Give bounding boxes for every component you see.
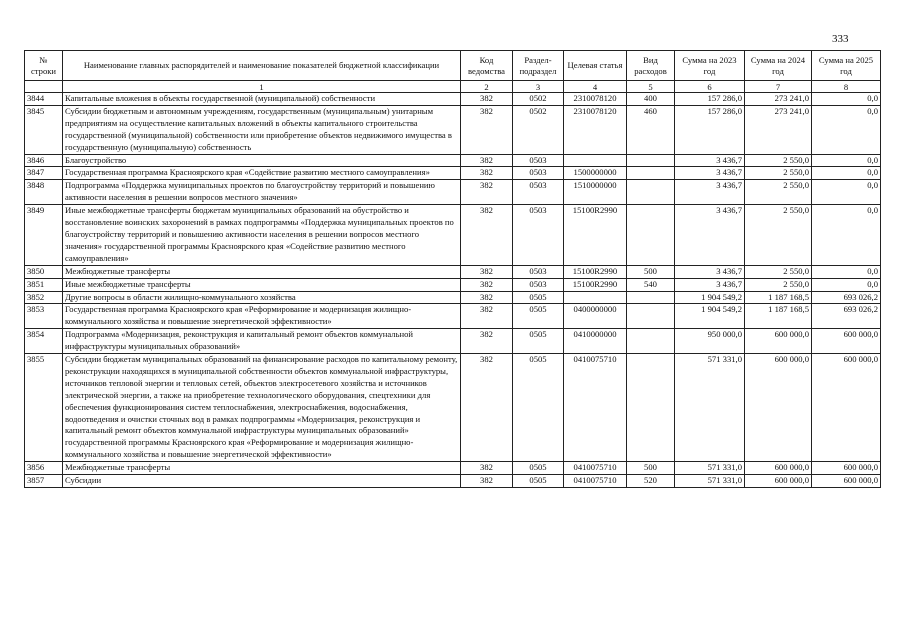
row-target: 0410075710 <box>564 354 627 462</box>
row-sum-2023: 3 436,7 <box>675 278 745 291</box>
row-name: Другие вопросы в области жилищно-коммунального хозяйства <box>63 291 461 304</box>
row-name: Субсидии бюджетам муниципальных образований на финансирование расходов по капитальному ремонту, реконструкции находящихся в муниципальной собственности объектов коммунальной инфраструктуры, источников тепловой энергии и тепловых сетей, объектов электросетевого хозяйства и источников электрической энергии, а также на приобретение технологического оборудования, спецтехники для обеспечения функционирования систем теплоснабжения, электроснабжения, водоснабжения, водоотведения и очистки сточных вод в рамках подпрограммы «Модернизация, реконструкция и капитальный ремонт объектов коммунальной инфраструктуры муниципальных образований» государственной программы Красноярского края «Реформирование и модернизация жилищно-коммунального хозяйства и повышение энергетической эффективности» <box>63 354 461 462</box>
table-row <box>25 304 881 329</box>
row-dept-code: 382 <box>461 205 513 266</box>
row-dept-code: 382 <box>461 105 513 154</box>
row-sum-2023: 571 331,0 <box>675 462 745 475</box>
row-name: Подпрограмма «Модернизация, реконструкция и капитальный ремонт объектов коммунальной инфраструктуры муниципальных образований» <box>63 329 461 354</box>
page-number: 333 <box>832 33 849 45</box>
row-target <box>564 154 627 167</box>
row-number: 3847 <box>25 167 63 180</box>
row-target: 2310078120 <box>564 105 627 154</box>
row-dept-code: 382 <box>461 291 513 304</box>
row-sum-2024: 2 550,0 <box>745 180 812 205</box>
row-section: 0502 <box>513 93 564 106</box>
row-number: 3856 <box>25 462 63 475</box>
column-number: 5 <box>627 81 675 93</box>
row-sum-2024: 2 550,0 <box>745 154 812 167</box>
header-no: № строки <box>25 51 63 81</box>
row-name: Субсидии <box>63 475 461 488</box>
row-sum-2023: 571 331,0 <box>675 475 745 488</box>
row-expense-type <box>627 167 675 180</box>
row-number: 3857 <box>25 475 63 488</box>
row-section: 0503 <box>513 154 564 167</box>
row-sum-2023: 157 286,0 <box>675 105 745 154</box>
row-number: 3845 <box>25 105 63 154</box>
row-sum-2023: 1 904 549,2 <box>675 291 745 304</box>
row-target: 0410000000 <box>564 329 627 354</box>
column-number: 8 <box>812 81 881 93</box>
row-dept-code: 382 <box>461 265 513 278</box>
row-name: Межбюджетные трансферты <box>63 265 461 278</box>
row-name: Государственная программа Красноярского края «Содействие развитию местного самоуправления» <box>63 167 461 180</box>
header-sum-2024: Сумма на 2024 год <box>745 51 812 81</box>
row-sum-2024: 2 550,0 <box>745 278 812 291</box>
row-dept-code: 382 <box>461 180 513 205</box>
row-sum-2025: 0,0 <box>812 154 881 167</box>
row-sum-2025: 600 000,0 <box>812 475 881 488</box>
table-row <box>25 105 881 154</box>
row-sum-2025: 0,0 <box>812 265 881 278</box>
row-expense-type <box>627 205 675 266</box>
table-row <box>25 205 881 266</box>
row-target: 15100R2990 <box>564 265 627 278</box>
row-expense-type: 500 <box>627 462 675 475</box>
header-sum-2025: Сумма на 2025 год <box>812 51 881 81</box>
row-expense-type: 460 <box>627 105 675 154</box>
row-number: 3850 <box>25 265 63 278</box>
table-row <box>25 167 881 180</box>
row-section: 0505 <box>513 329 564 354</box>
row-expense-type <box>627 354 675 462</box>
row-section: 0503 <box>513 167 564 180</box>
row-sum-2023: 3 436,7 <box>675 154 745 167</box>
row-sum-2025: 600 000,0 <box>812 354 881 462</box>
table-row <box>25 180 881 205</box>
row-dept-code: 382 <box>461 93 513 106</box>
row-sum-2024: 600 000,0 <box>745 329 812 354</box>
row-expense-type <box>627 291 675 304</box>
header-dept-code: Код ведомства <box>461 51 513 81</box>
row-sum-2024: 273 241,0 <box>745 93 812 106</box>
column-number: 6 <box>675 81 745 93</box>
row-number: 3844 <box>25 93 63 106</box>
row-section: 0503 <box>513 278 564 291</box>
row-target: 15100R2990 <box>564 278 627 291</box>
row-name: Подпрограмма «Поддержка муниципальных проектов по благоустройству территорий и повышению активности населения в решении вопросов местного значения» <box>63 180 461 205</box>
row-dept-code: 382 <box>461 154 513 167</box>
row-sum-2025: 600 000,0 <box>812 462 881 475</box>
row-sum-2025: 0,0 <box>812 180 881 205</box>
row-sum-2024: 600 000,0 <box>745 354 812 462</box>
row-dept-code: 382 <box>461 278 513 291</box>
row-section: 0505 <box>513 354 564 462</box>
table-row <box>25 154 881 167</box>
header-target: Целевая статья <box>564 51 627 81</box>
row-number: 3849 <box>25 205 63 266</box>
row-dept-code: 382 <box>461 354 513 462</box>
row-expense-type: 520 <box>627 475 675 488</box>
row-expense-type: 540 <box>627 278 675 291</box>
row-sum-2024: 600 000,0 <box>745 462 812 475</box>
row-sum-2025: 0,0 <box>812 205 881 266</box>
row-name: Государственная программа Красноярского края «Реформирование и модернизация жилищно-коммунального хозяйства и повышение энергетической эффективности» <box>63 304 461 329</box>
table-row <box>25 278 881 291</box>
row-sum-2025: 600 000,0 <box>812 329 881 354</box>
header-section: Раздел-подраздел <box>513 51 564 81</box>
row-expense-type: 500 <box>627 265 675 278</box>
row-target: 0410075710 <box>564 462 627 475</box>
row-target: 1500000000 <box>564 167 627 180</box>
row-sum-2024: 600 000,0 <box>745 475 812 488</box>
column-number-row <box>25 81 881 93</box>
row-sum-2024: 1 187 168,5 <box>745 304 812 329</box>
row-dept-code: 382 <box>461 475 513 488</box>
row-name: Межбюджетные трансферты <box>63 462 461 475</box>
row-expense-type <box>627 304 675 329</box>
row-dept-code: 382 <box>461 462 513 475</box>
row-sum-2024: 2 550,0 <box>745 205 812 266</box>
row-target: 15100R2990 <box>564 205 627 266</box>
row-sum-2025: 0,0 <box>812 93 881 106</box>
row-number: 3855 <box>25 354 63 462</box>
row-sum-2025: 0,0 <box>812 278 881 291</box>
table-row <box>25 329 881 354</box>
row-target: 0400000000 <box>564 304 627 329</box>
table-row <box>25 93 881 106</box>
row-section: 0505 <box>513 462 564 475</box>
row-number: 3854 <box>25 329 63 354</box>
column-number <box>25 81 63 93</box>
row-section: 0505 <box>513 304 564 329</box>
budget-table <box>24 50 881 488</box>
row-section: 0503 <box>513 265 564 278</box>
row-expense-type <box>627 154 675 167</box>
row-name: Благоустройство <box>63 154 461 167</box>
row-expense-type <box>627 329 675 354</box>
row-section: 0505 <box>513 475 564 488</box>
row-number: 3848 <box>25 180 63 205</box>
row-name: Иные межбюджетные трансферты бюджетам муниципальных образований на обустройство и восстановление воинских захоронений в рамках подпрограммы «Поддержка муниципальных проектов по благоустройству территорий и повышению активности населения в решении вопросов местного значения» государственной программы Красноярского края «Содействие развитию местного самоуправления» <box>63 205 461 266</box>
column-number: 1 <box>63 81 461 93</box>
row-section: 0502 <box>513 105 564 154</box>
row-sum-2023: 950 000,0 <box>675 329 745 354</box>
header-name: Наименование главных распорядителей и наименование показателей бюджетной классификации <box>63 51 461 81</box>
row-sum-2023: 3 436,7 <box>675 180 745 205</box>
row-sum-2025: 693 026,2 <box>812 291 881 304</box>
row-name: Иные межбюджетные трансферты <box>63 278 461 291</box>
column-number: 2 <box>461 81 513 93</box>
row-section: 0503 <box>513 205 564 266</box>
header-expense-type: Вид расходов <box>627 51 675 81</box>
row-name: Капитальные вложения в объекты государственной (муниципальной) собственности <box>63 93 461 106</box>
row-sum-2025: 0,0 <box>812 167 881 180</box>
row-number: 3853 <box>25 304 63 329</box>
column-number: 3 <box>513 81 564 93</box>
row-target <box>564 291 627 304</box>
row-target: 0410075710 <box>564 475 627 488</box>
row-name: Субсидии бюджетным и автономным учреждениям, государственным (муниципальным) унитарным предприятиям на осуществление капитальных вложений в объекты капитального строительства государственной (муниципальной) собственности или приобретение объектов недвижимого имущества в государственную (муниципальную) собственность <box>63 105 461 154</box>
row-number: 3851 <box>25 278 63 291</box>
row-sum-2023: 3 436,7 <box>675 265 745 278</box>
row-sum-2024: 273 241,0 <box>745 105 812 154</box>
row-sum-2023: 3 436,7 <box>675 167 745 180</box>
header-row <box>25 51 881 81</box>
table-row <box>25 291 881 304</box>
table-row <box>25 265 881 278</box>
row-dept-code: 382 <box>461 167 513 180</box>
row-sum-2025: 693 026,2 <box>812 304 881 329</box>
column-number: 4 <box>564 81 627 93</box>
row-sum-2023: 3 436,7 <box>675 205 745 266</box>
row-number: 3846 <box>25 154 63 167</box>
header-sum-2023: Сумма на 2023 год <box>675 51 745 81</box>
row-sum-2024: 2 550,0 <box>745 265 812 278</box>
row-number: 3852 <box>25 291 63 304</box>
table-row <box>25 462 881 475</box>
row-expense-type <box>627 180 675 205</box>
row-sum-2023: 1 904 549,2 <box>675 304 745 329</box>
column-number: 7 <box>745 81 812 93</box>
row-target: 2310078120 <box>564 93 627 106</box>
row-section: 0505 <box>513 291 564 304</box>
table-row <box>25 354 881 462</box>
row-section: 0503 <box>513 180 564 205</box>
row-target: 1510000000 <box>564 180 627 205</box>
row-expense-type: 400 <box>627 93 675 106</box>
row-sum-2023: 157 286,0 <box>675 93 745 106</box>
row-sum-2023: 571 331,0 <box>675 354 745 462</box>
row-sum-2024: 2 550,0 <box>745 167 812 180</box>
table-row <box>25 475 881 488</box>
row-sum-2024: 1 187 168,5 <box>745 291 812 304</box>
row-dept-code: 382 <box>461 304 513 329</box>
row-dept-code: 382 <box>461 329 513 354</box>
row-sum-2025: 0,0 <box>812 105 881 154</box>
